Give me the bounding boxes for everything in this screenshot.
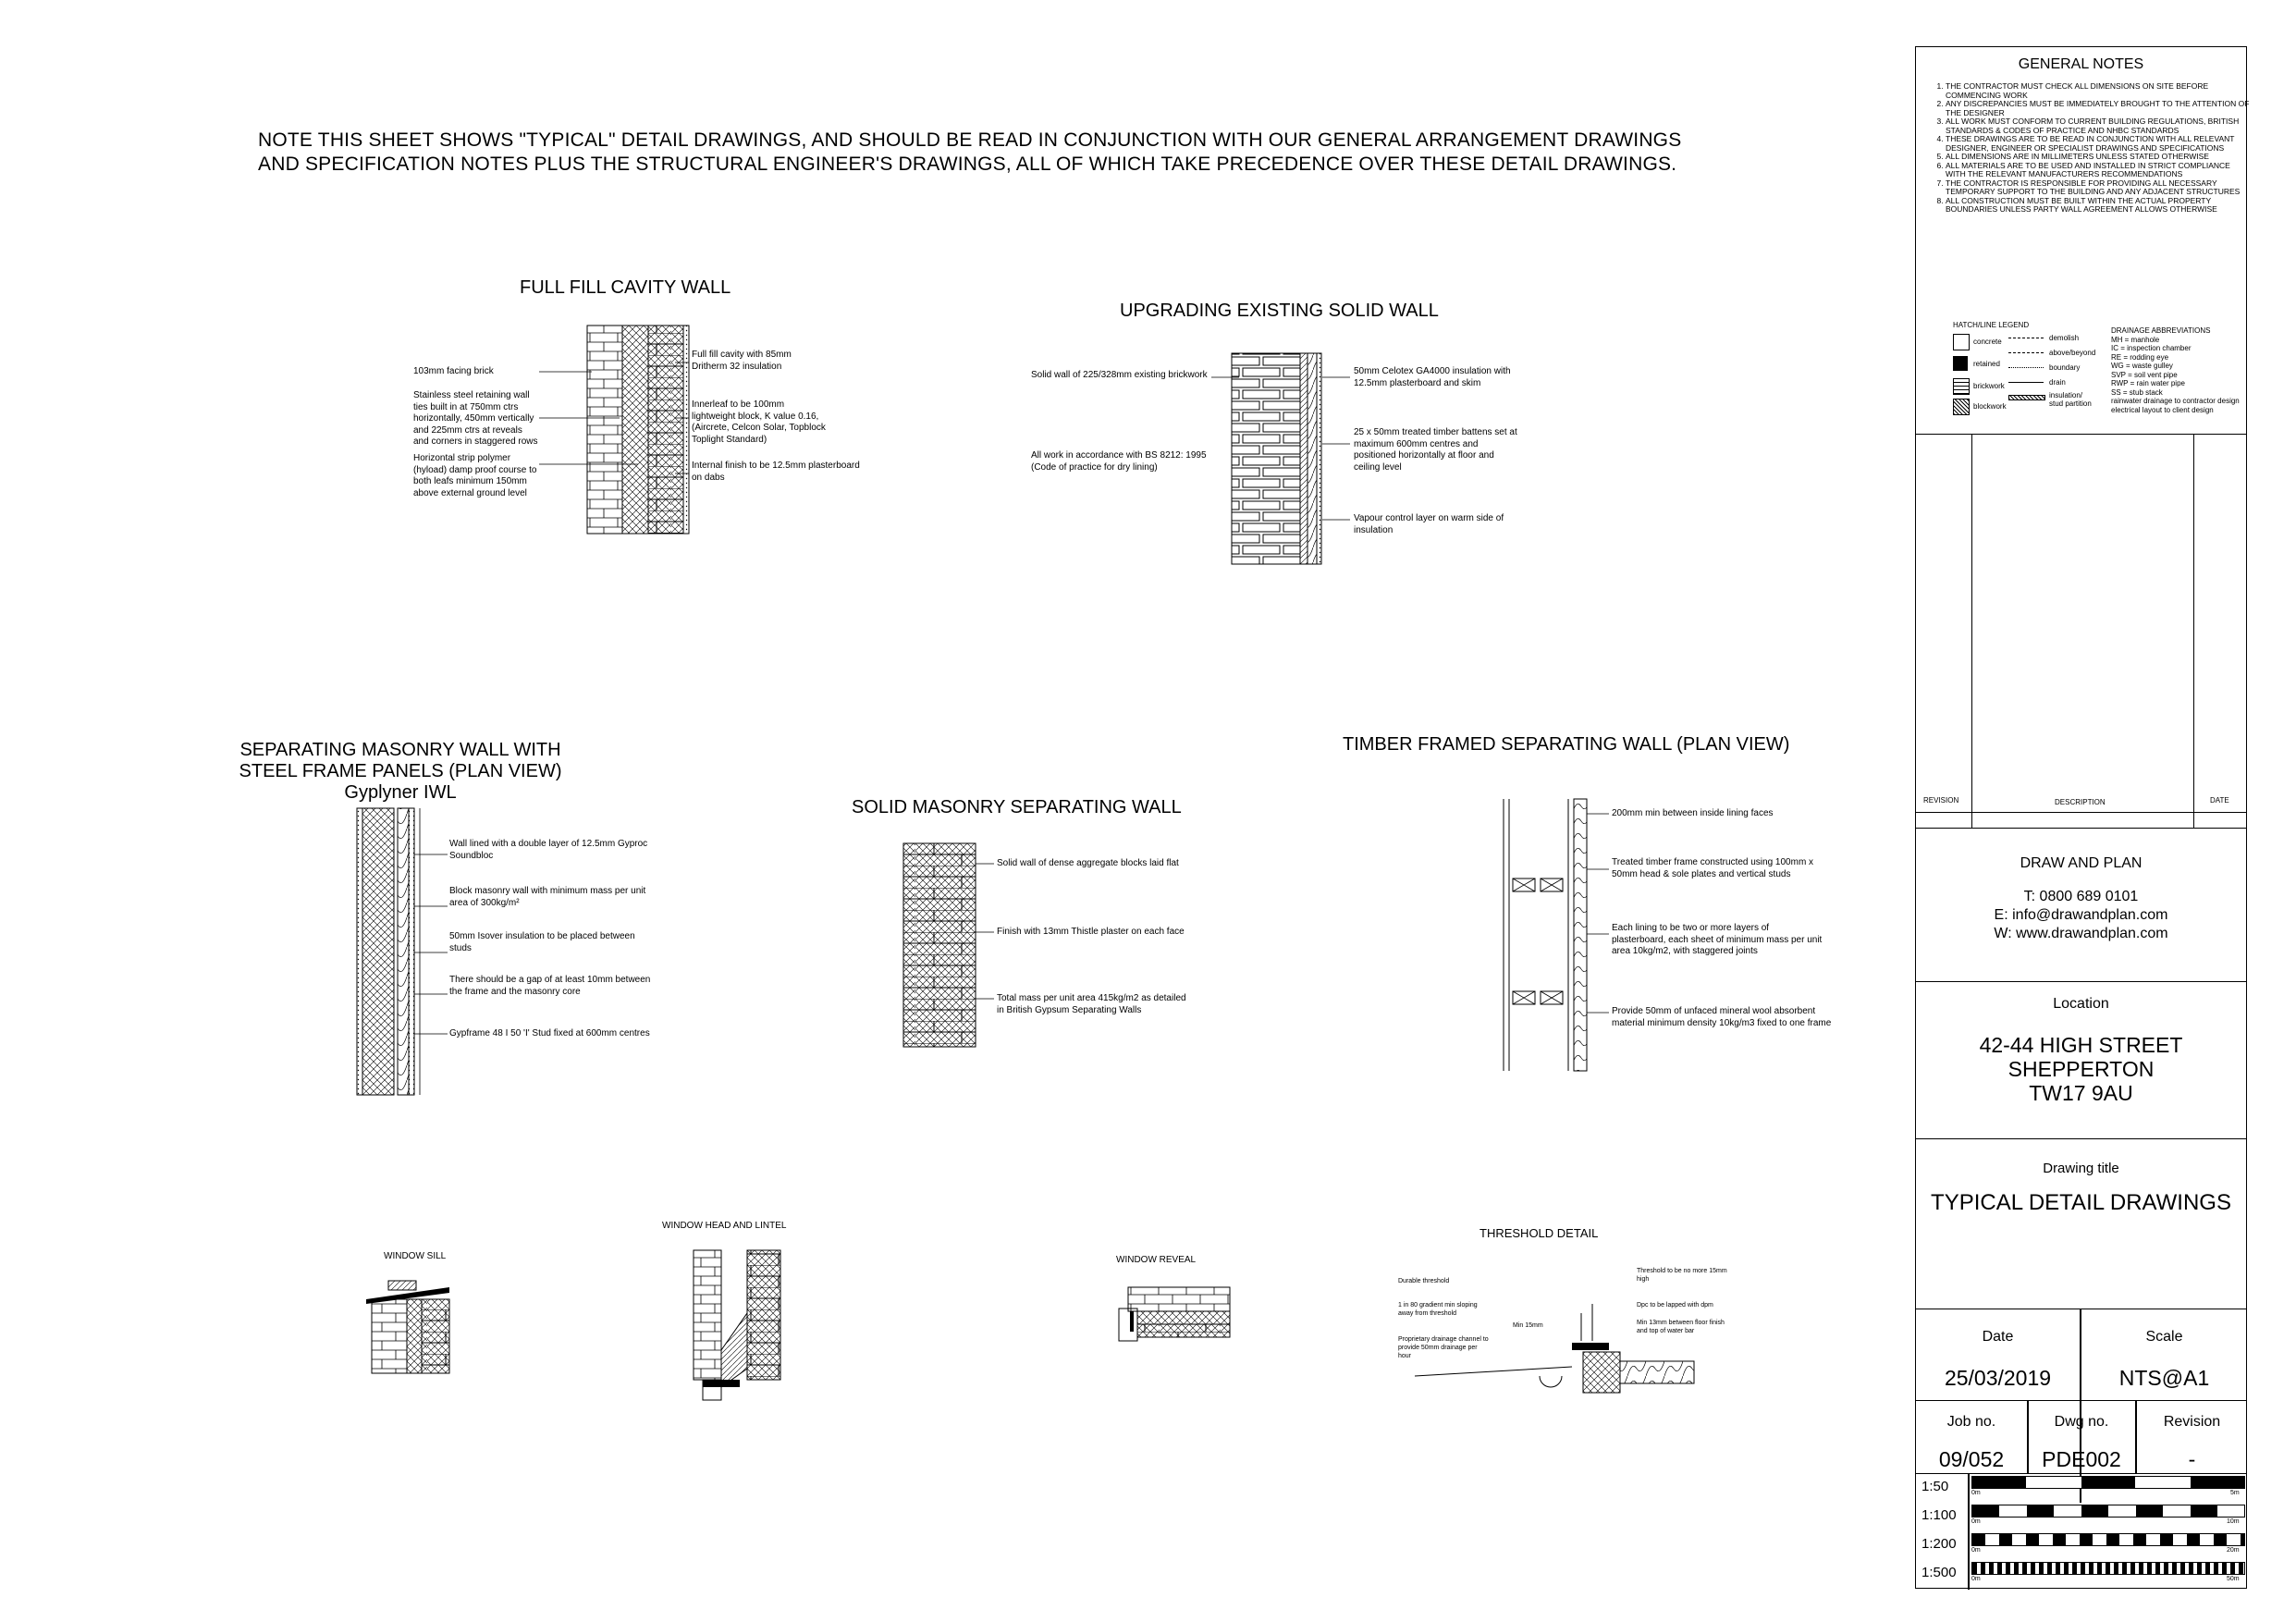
- line-drain: drain: [2049, 378, 2066, 387]
- general-note: 7. THE CONTRACTOR IS RESPONSIBLE FOR PROVIDING ALL NECESSARY TEMPORARY SUPPORT TO THE BUILDING AND ANY ADJACENT STRUCTURES: [1946, 179, 2251, 197]
- scale-zero-2: 0m: [1971, 1518, 1981, 1525]
- general-note: 3. ALL WORK MUST CONFORM TO CURRENT BUILDING REGULATIONS, BRITISH STANDARDS & CODES OF PRACTICE AND NHBC STANDARDS: [1946, 117, 2251, 135]
- window-sill-drawing: [366, 1281, 449, 1373]
- job-label: Job no.: [1946, 1414, 1996, 1430]
- scale-zero-4: 0m: [1971, 1576, 1981, 1582]
- timber-framed-label-4: Provide 50mm of unfaced mineral wool absorbent material minimum density 10kg/m3 fixed to one frame: [1612, 1006, 1832, 1028]
- dwg-label: Dwg no.: [2054, 1414, 2109, 1430]
- window-sill-title: WINDOW SILL: [384, 1251, 447, 1261]
- timber-framed-label-3: Each lining to be two or more layers of plasterboard, each sheet of minimum mass per unit area 10kg/m2, with staggered joints: [1612, 923, 1823, 956]
- general-note: 4. THESE DRAWINGS ARE TO BE READ IN CONJUNCTION WITH ALL RELEVANT DESIGNER, ENGINEER OR SPECIALIST DRAWINGS AND SPECIFICATIONS: [1946, 135, 2251, 153]
- revision-value: -: [2188, 1447, 2196, 1471]
- full-fill-label-1: 103mm facing brick: [413, 366, 494, 376]
- solid-masonry-label-3: Total mass per unit area 415kg/m2 as detailed in British Gypsum Separating Walls: [997, 993, 1186, 1015]
- separating-masonry-title-2: STEEL FRAME PANELS (PLAN VIEW): [239, 761, 562, 781]
- address-line2: SHEPPERTON: [2007, 1057, 2155, 1081]
- legend: [1916, 321, 2246, 469]
- scale-bar-1: [1971, 1476, 2245, 1489]
- legend-concrete: concrete: [1973, 338, 2002, 346]
- separating-masonry-label-5: Gypframe 48 I 50 'I' Stud fixed at 600mm centres: [449, 1028, 650, 1038]
- solid-masonry-wall-drawing: [903, 843, 994, 1047]
- legend-title: HATCH/LINE LEGEND: [1953, 321, 2030, 329]
- timber-framed-label-2: Treated timber frame constructed using 100mm x 50mm head & sole plates and vertical studs: [1612, 857, 1814, 879]
- solid-masonry-label-1: Solid wall of dense aggregate blocks laid flat: [997, 858, 1179, 868]
- scale-bar-2: [1971, 1505, 2245, 1518]
- separating-masonry-label-3: 50mm Isover insulation to be placed between studs: [449, 931, 635, 953]
- top-note-line2: AND SPECIFICATION NOTES PLUS THE STRUCTURAL ENGINEER'S DRAWINGS, ALL OF WHICH TAKE PRECEDENCE OVER THESE DETAIL DRAWINGS.: [258, 154, 1677, 175]
- scale-3-label: 1:200: [1922, 1536, 1957, 1552]
- drainage-abbreviations: [2111, 326, 2250, 414]
- scale-end-3: 20m: [2227, 1547, 2240, 1554]
- timber-framed-wall-drawing: [1504, 799, 1609, 1071]
- scale-end-2: 10m: [2227, 1518, 2240, 1525]
- upgrading-label-3: 50mm Celotex GA4000 insulation with 12.5mm plasterboard and skim: [1354, 366, 1511, 388]
- scale-zero-1: 0m: [1971, 1490, 1981, 1496]
- drawing-title-label: Drawing title: [2043, 1161, 2119, 1176]
- legend-retained: retained: [1973, 360, 2000, 368]
- address-line3: TW17 9AU: [2029, 1081, 2133, 1105]
- upgrading-label-2: All work in accordance with BS 8212: 1995 (Code of practice for dry lining): [1031, 450, 1207, 473]
- company-web: W: www.drawandplan.com: [1994, 926, 2168, 941]
- date-value: 25/03/2019: [1944, 1366, 2052, 1390]
- drainage-item: SVP = soil vent pipe: [2111, 370, 2178, 379]
- drawing-title: TYPICAL DETAIL DRAWINGS: [1931, 1190, 2231, 1215]
- retained-swatch: [1953, 356, 1968, 371]
- upgrading-solid-wall-drawing: [1211, 353, 1350, 564]
- dwg-value: PDE002: [2042, 1447, 2121, 1471]
- timber-framed-title: TIMBER FRAMED SEPARATING WALL (PLAN VIEW): [1343, 734, 1790, 755]
- full-fill-label-3: Horizontal strip polymer (hyload) damp proof course to both leafs minimum 150mm above external ground level: [413, 453, 537, 498]
- upgrading-label-4: 25 x 50mm treated timber battens set at maximum 600mm centres and positioned horizontally at floor and ceiling level: [1354, 427, 1517, 473]
- upgrading-label-1: Solid wall of 225/328mm existing brickwork: [1031, 370, 1208, 380]
- legend-brickwork: brickwork: [1973, 382, 2005, 390]
- threshold-label-2: 1 in 80 gradient min sloping away from threshold: [1398, 1302, 1478, 1317]
- drainage-item: RE = rodding eye: [2111, 352, 2169, 362]
- brickwork-swatch: [1953, 378, 1970, 395]
- top-note-line1: NOTE THIS SHEET SHOWS "TYPICAL" DETAIL DRAWINGS, AND SHOULD BE READ IN CONJUNCTION WITH OUR GENERAL ARRANGEMENT DRAWINGS: [258, 129, 1682, 151]
- scale-4-label: 1:500: [1922, 1565, 1957, 1580]
- scale-1-label: 1:50: [1922, 1479, 1949, 1494]
- address-line1: 42-44 HIGH STREET: [1979, 1033, 2183, 1057]
- scale-value: NTS@A1: [2118, 1366, 2210, 1390]
- general-note: 6. ALL MATERIALS ARE TO BE USED AND INSTALLED IN STRICT COMPLIANCE WITH THE RELEVANT MANUFACTURERS RECOMMENDATIONS: [1946, 162, 2251, 179]
- location-label: Location: [2053, 996, 2109, 1012]
- threshold-label-4: Min 15mm: [1513, 1322, 1543, 1329]
- threshold-title: THRESHOLD DETAIL: [1480, 1226, 1599, 1240]
- full-fill-label-2: Stainless steel retaining wall ties built in at 750mm ctrs horizontally, 450mm vertically and 225mm ctrs at reveals and corners in staggered rows: [413, 390, 538, 447]
- rev-revision-label: REVISION: [1923, 796, 1959, 805]
- drainage-item: MH = manhole: [2111, 335, 2160, 344]
- general-note: 2. ANY DISCREPANCIES MUST BE IMMEDIATELY BROUGHT TO THE ATTENTION OF THE DESIGNER: [1946, 100, 2251, 117]
- full-fill-cavity-wall-drawing: [539, 326, 689, 534]
- drainage-item: IC = inspection chamber: [2111, 344, 2192, 352]
- line-demolish: demolish: [2049, 334, 2080, 342]
- blockwork-swatch: [1953, 399, 1970, 415]
- line-above: above/beyond: [2049, 349, 2096, 357]
- separating-masonry-label-1: Wall lined with a double layer of 12.5mm Gyproc Soundbloc: [449, 839, 648, 861]
- company-name: DRAW AND PLAN: [2020, 855, 2143, 871]
- separating-masonry-title: [239, 740, 562, 804]
- title-block: [1915, 46, 2250, 1589]
- general-notes-list: [1934, 82, 2251, 215]
- upgrading-label-5: Vapour control layer on warm side of insulation: [1354, 513, 1504, 535]
- threshold-label-5: Threshold to be no more 15mm high: [1637, 1268, 1727, 1283]
- solid-masonry-label-2: Finish with 13mm Thistle plaster on each face: [997, 927, 1185, 937]
- separating-masonry-title-3: Gyplyner IWL: [344, 782, 457, 803]
- concrete-swatch: [1953, 334, 1970, 350]
- threshold-label-6: Dpc to be lapped with dpm: [1637, 1302, 1713, 1309]
- job-value: 09/052: [1938, 1447, 2005, 1471]
- full-fill-label-4: Full fill cavity with 85mm Dritherm 32 insulation: [692, 350, 792, 372]
- full-fill-label-5: Innerleaf to be 100mm lightweight block, K value 0.16, (Aircrete, Celcon Solar, Topblock Toplight Standard): [692, 399, 826, 445]
- window-head-title: WINDOW HEAD AND LINTEL: [662, 1221, 787, 1231]
- drainage-item: electrical layout to client design: [2111, 405, 2214, 414]
- company-email: E: info@drawandplan.com: [1994, 907, 2168, 923]
- window-reveal-drawing: [1119, 1287, 1230, 1341]
- separating-masonry-label-4: There should be a gap of at least 10mm between the frame and the masonry core: [449, 975, 651, 997]
- general-note: 1. THE CONTRACTOR MUST CHECK ALL DIMENSIONS ON SITE BEFORE COMMENCING WORK: [1946, 82, 2251, 100]
- drainage-title: DRAINAGE ABBREVIATIONS: [2111, 326, 2211, 335]
- scale-2-label: 1:100: [1922, 1507, 1957, 1523]
- upgrading-title: UPGRADING EXISTING SOLID WALL: [1120, 301, 1439, 321]
- address: [1916, 1033, 2246, 1105]
- scale-bar-3: [1971, 1533, 2245, 1546]
- scale-bar-4: [1971, 1562, 2245, 1575]
- threshold-label-7: Min 13mm between floor finish and top of water bar: [1637, 1320, 1725, 1334]
- solid-masonry-title: SOLID MASONRY SEPARATING WALL: [852, 797, 1182, 817]
- threshold-label-1: Durable threshold: [1398, 1278, 1450, 1284]
- threshold-label-3: Proprietary drainage channel to provide 50mm drainage per hour: [1398, 1336, 1489, 1359]
- scale-zero-3: 0m: [1971, 1547, 1981, 1554]
- legend-blockwork: blockwork: [1973, 402, 2007, 411]
- scale-end-1: 5m: [2230, 1490, 2240, 1496]
- drainage-item: RWP = rain water pipe: [2111, 379, 2185, 387]
- window-head-drawing: [694, 1250, 780, 1400]
- drainage-item: SS = stub stack: [2111, 387, 2163, 397]
- general-note: 8. ALL CONSTRUCTION MUST BE BUILT WITHIN THE ACTUAL PROPERTY BOUNDARIES UNLESS PARTY WALL AGREEMENT ALLOWS OTHERWISE: [1946, 197, 2251, 215]
- full-fill-label-6: Internal finish to be 12.5mm plasterboard on dabs: [692, 461, 860, 483]
- separating-masonry-label-2: Block masonry wall with minimum mass per unit area of 300kg/m²: [449, 886, 646, 908]
- full-fill-title: FULL FILL CAVITY WALL: [520, 277, 731, 298]
- scale-label: Scale: [2145, 1329, 2183, 1345]
- general-note: 5. ALL DIMENSIONS ARE IN MILLIMETERS UNLESS STATED OTHERWISE: [1946, 153, 2251, 162]
- line-boundary: boundary: [2049, 363, 2081, 372]
- scale-end-4: 50m: [2227, 1576, 2240, 1582]
- company-phone: T: 0800 689 0101: [2023, 889, 2139, 904]
- drainage-item: WG = waste gulley: [2111, 362, 2173, 370]
- timber-framed-label-1: 200mm min between inside lining faces: [1612, 808, 1774, 818]
- line-insulation: insulation/ stud partition: [2049, 391, 2092, 408]
- rev-date-label: DATE: [2210, 796, 2229, 805]
- general-notes-title: GENERAL NOTES: [2018, 56, 2144, 72]
- revision-label: Revision: [2163, 1414, 2221, 1430]
- separating-masonry-wall-drawing: [357, 808, 448, 1095]
- rev-description-label: DESCRIPTION: [2055, 798, 2106, 806]
- separating-masonry-title-1: SEPARATING MASONRY WALL WITH: [239, 740, 561, 760]
- date-label: Date: [1982, 1329, 2014, 1345]
- window-reveal-title: WINDOW REVEAL: [1116, 1255, 1197, 1265]
- drainage-item: rainwater drainage to contractor design: [2111, 397, 2240, 405]
